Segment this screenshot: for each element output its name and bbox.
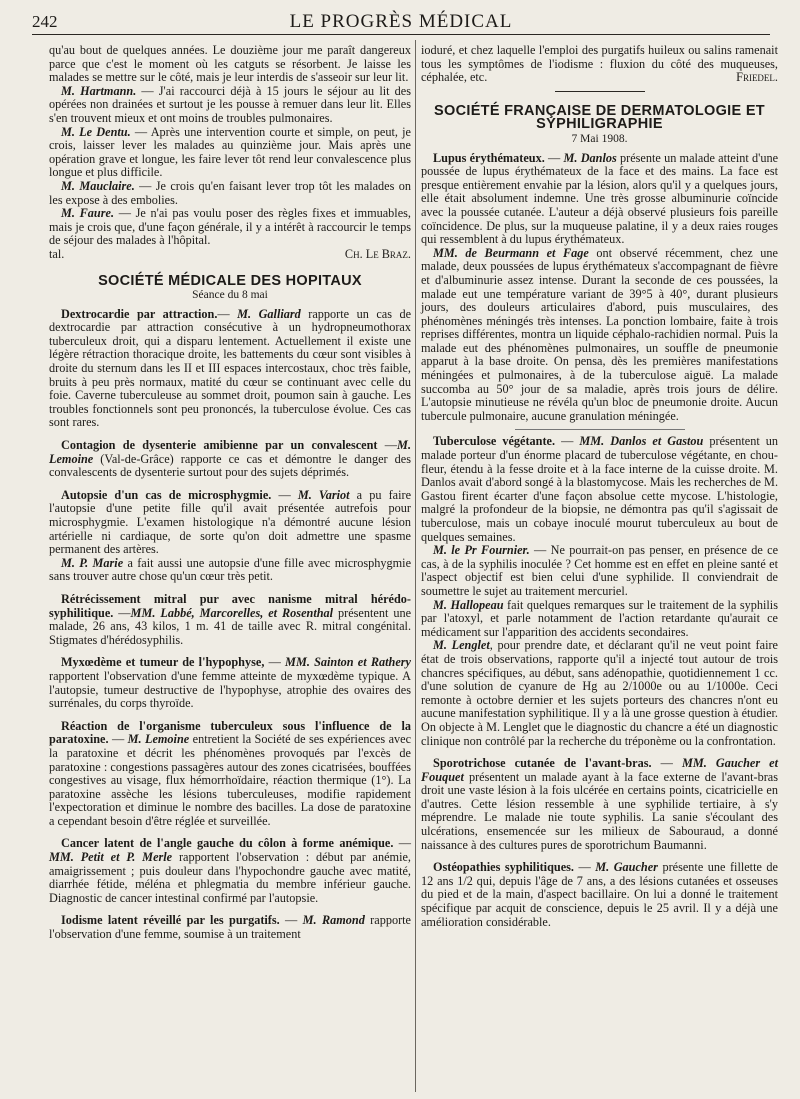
entry-retrecissement-mitral: Rétrécissement mitral pur avec nanisme mitral hérédo-syphilitique. —MM. Labbé, Marcorelles, et Rosenthal présentent une malade, 26 ans, 43 kilos, 1 m. 41 de taille avec R. mitral congénital. Stigmates d'hérédosyphilis. <box>49 591 412 647</box>
right-column <box>421 44 778 929</box>
section-date: Séance du 8 mai <box>192 289 268 302</box>
discussion-mauclaire: M. Mauclaire. — Je crois qu'en faisant lever trop tôt les malades on les expose à des embolies. <box>49 178 411 207</box>
entry-myxoedeme: Myxœdème et tumeur de l'hypophyse, — MM. Sainton et Rathery rapportent l'observation d'une femme atteinte de myxœdème typique. A l'autopsie, tumeur destructive de l'hypophyse, atrophie des ovaires des surrénales, du corps thyroïde. <box>49 655 411 711</box>
page-header <box>32 8 770 35</box>
entry-tuberculose-vegetante: Tuberculose végétante. — MM. Danlos et Gastou présentent un malade porteur d'un énorme placard de tuberculose végétante, en chou-fleur, étendu à la fesse droite et à la face interne de la cuisse droite. M. Danlos avait d'abord songé à la blastomycose. Mais les recherches de M. Gastou firent écarter d'une façon absolue cette mycose. L'histologie, malgré la profondeur de la biopsie, ne démontra pas qu'il s'agissait de tuberculose, mais un cobaye inoculé mourut tuberculeux au bout de quelques semaines. <box>421 434 779 544</box>
continued-paragraph: qu'au bout de quelques années. Le douzième jour me paraît dangereux parce que c'est le moment où les catguts se résorbent. Je laisse les malades se mettre sur le côté, mais je leur interdis de s'asseoir sur leur lit. <box>49 43 411 85</box>
section-title-right: SOCIÉTÉ FRANÇAISE DE DERMATOLOGIE ET SYPHILIGRAPHIE <box>434 102 765 133</box>
entry-cancer-colon: Cancer latent de l'angle gauche du côlon à forme anémique. — MM. Petit et P. Merle rapportent l'observation : début par anémie, amaigrissement ; puis douleur dans l'hypochondre gauche avec matité, diarrhée fétide, méléna et phlegmatia du membre inférieur gauche. Diagnostic de cancer intestinal confirmé par l'autopsie. <box>49 836 412 905</box>
running-title: LE PROGRÈS MÉDICAL <box>289 11 513 32</box>
section-date-right: 7 Mai 1908. <box>571 132 628 145</box>
section-rule <box>555 91 645 92</box>
discussion-hartmann: M. Hartmann. — J'ai raccourci déjà à 15 jours le séjour au lit des opérées non drainées et surtout je les pousse à remuer dans leur lit. Elles s'en trouvent mieux et ont moins de troubles pulmonaires. <box>49 83 411 125</box>
entry-dysenterie: Contagion de dysenterie amibienne par un convalescent —M. Lemoine (Val-de-Grâce) rapporte ce cas et démontre le danger des convalescents de dysenterie surtout pour des sujets déprimés. <box>49 438 412 480</box>
entry-lupus-beurmann: MM. de Beurmann et Fage ont observé récemment, chez une malade, deux poussées de lupus érythémateux s'accompagnant de fièvre et d'albuminurie assez intense. Durant la seconde de ces poussées, la malade eut une température variant de 39°5 à 40°, durant plusieurs jours, des douleurs articulaires d'abord, puis musculaires, des phénomènes méningés très intenses. La ponction lombaire, faite à trois reprises différentes, montra un liquide céphalo-rachidien normal. Puis la malade eut des phénomènes pulmonaires, un souffle de pneumonie apparut à la base droite. On pensa, dès les premières manifestations méningées et pulmonaires, à de la tuberculose aiguë. La malade succomba au 50° jour de sa maladie, après trois jours de délire. L'autopsie minutieuse ne révéla qu'un bloc de pneumonie droite. Aucun tubercule pulmonaire, aucune granulation méningée. <box>421 245 778 423</box>
entry-hallopeau: M. Hallopeau fait quelques remarques sur le traitement de la syphilis par l'atoxyl, et parle notamment de l'action retardante qu'aurait ce médicament sur l'apparition des accidents secondaires. <box>421 597 778 639</box>
left-column <box>49 44 411 942</box>
entry-dextrocardie: Dextrocardie par attraction.— M. Galliard rapporte un cas de dextrocardie par attraction consécutive à un hydropneumothorax tuberculeux droit, qui a disparu lentement. Actuellement il existe une légère rétraction thoracique droite, les battements du cœur sont visibles à droite du sternum dans les II et III espaces intercostaux, choc très faible, bruits à peu près normaux, matité du cœur se continuant avec celle du foie. Caverne tuberculeuse au sommet droit, poumon sain à gauche. Les troubles fonctionnels sont peu prononcés, la tuberculose évolue. Ces cas sont rares. <box>49 306 412 430</box>
entry-microsphygmie-marie: M. P. Marie a fait aussi une autopsie d'une fille avec microsphygmie sans trouver autre chose qu'un cœur très petit. <box>49 555 412 584</box>
discussion-faure: M. Faure. — Je n'ai pas voulu poser des règles fixes et immuables, mais je crois que, d'une façon générale, il y a intérêt à raccourcir le temps de séjour des malades à l'hôpital. <box>49 206 411 248</box>
trailing-word: tal. <box>49 246 65 261</box>
entry-sporotrichose: Sporotrichose cutanée de l'avant-bras. — MM. Gaucher et Fouquet présentent un malade ayant à la face externe de l'avant-bras droit une vaste lésion à la fois ulcérée en certains points, cicatricielle en d'autres. Cette lésion ressemble à une syphilide tertiaire, à s'y méprendre. Le malade nie toute syphilis. La sanie s'écoulant des ulcérations, ensemencée sur les milieux de Sabouraud, a donné naissance à des cultures pures de sporotrichum Baumanni. <box>421 756 778 852</box>
entry-paratoxine: Réaction de l'organisme tuberculeux sous l'influence de la paratoxine. — M. Lemoine entretient la Société de ses expériences avec la paratoxine et décrit les phénomènes provoqués par l'excès de paratoxine : congestions passagères autour des zones cicatrisées, bouffées congestives au visage, flux hémorrhoïdaire, réaction thermique (1°). La paratoxine assèche les lésions tuberculeuses, modifie rapidement l'expectoration et diminue le nombre des bacilles. La dose de paratoxine a cependant besoin d'être réglée et surveillée. <box>49 718 412 828</box>
entry-lenglet: M. Lenglet, pour prendre date, et déclarant qu'il ne veut point faire état de trois observations, rapporte qu'il a injecté tout autour de trois chancres spécifiques, au début, sans adénopathie, quotidiennement 1 cc. d'une solution de cyanure de Hg au 2/1000e ou au 1/1000e. Ceci remonte à octobre dernier et les sujets porteurs des chancres n'ont eu aucune manifestation syphilitique. Il y a là une grosse question à étudier. On objecte à M. Lenglet que le diagnostic du chancre a été un diagnostic clinique non contrôlé par la recherche du tréponème ou la confrontation. <box>421 638 778 748</box>
entry-osteopathies: Ostéopathies syphilitiques. — M. Gaucher présente une fillette de 12 ans 1/2 qui, depuis l'âge de 7 ans, a des lésions cutanées et osseuses du pied et de la main, d'aspect bacillaire. On lui a donné le traitement spécifique par acquit de conscience, depuis le 25 avril. Il y a déjà une amélioration considérable. <box>421 860 778 929</box>
entry-lupus: Lupus érythémateux. — M. Danlos présente un malade atteint d'une poussée de lupus érythémateux de la face et des mains. La face est presque entièrement envahie par la lésion, alors qu'il y a quelques jours, elle était absolument indemne. Une très grosse albuminurie coïncide avec la poussée cutanée. L'auteur a déjà observé plusieurs fois pareille coïncidence. De plus, sur la muqueuse palatine, il y a deux raies rouges qui ressemblent à du lupus érythémateux. <box>421 150 779 247</box>
entry-iodisme: Iodisme latent réveillé par les purgatifs. — M. Ramond rapporte l'observation d'une femme, soumise à un traitement <box>49 913 411 942</box>
page-number: 242 <box>32 12 58 31</box>
entry-microsphygmie: Autopsie d'un cas de microsphygmie. — M. Variot a pu faire l'autopsie d'une petite fille qu'il avait présentée autrefois pour microsphygmie. L'examen histologique n'a démontré aucune lésion artérielle ni cardiaque, de sorte qu'on doit admettre une spasme permanent des artères. <box>49 487 412 557</box>
discussion-le-dentu: M. Le Dentu. — Après une intervention courte et simple, on peut, je crois, laisser lever les malades au quinzième jour. Mais après une opération grave et longue, les faire lever tôt rend leur convalescence plus longue et plus difficile. <box>49 124 411 180</box>
author-signature: Ch. Le Braz. <box>344 246 411 261</box>
entry-separator <box>515 429 685 430</box>
author-signature-right: Friedel. <box>736 70 778 85</box>
column-divider <box>415 40 416 1092</box>
signature-line <box>49 248 411 262</box>
entry-fournier: M. le Pr Fournier. — Ne pourrait-on pas penser, en présence de ce cas, à de la syphilis inoculée ? Cet homme est en effet en pleine santé et l'aspect objectif est bien celui d'une syphilide. Il conviendrait de soumettre le sujet au traitement mercuriel. <box>421 543 779 598</box>
continued-paragraph-right: ioduré, et chez laquelle l'emploi des purgatifs huileux ou salins ramenait tous les symptômes de l'iodisme : fluxion du côté des muqueuses, céphalée, etc. Friedel. <box>421 43 778 85</box>
section-title: SOCIÉTÉ MÉDICALE DES HOPITAUX <box>98 272 362 289</box>
